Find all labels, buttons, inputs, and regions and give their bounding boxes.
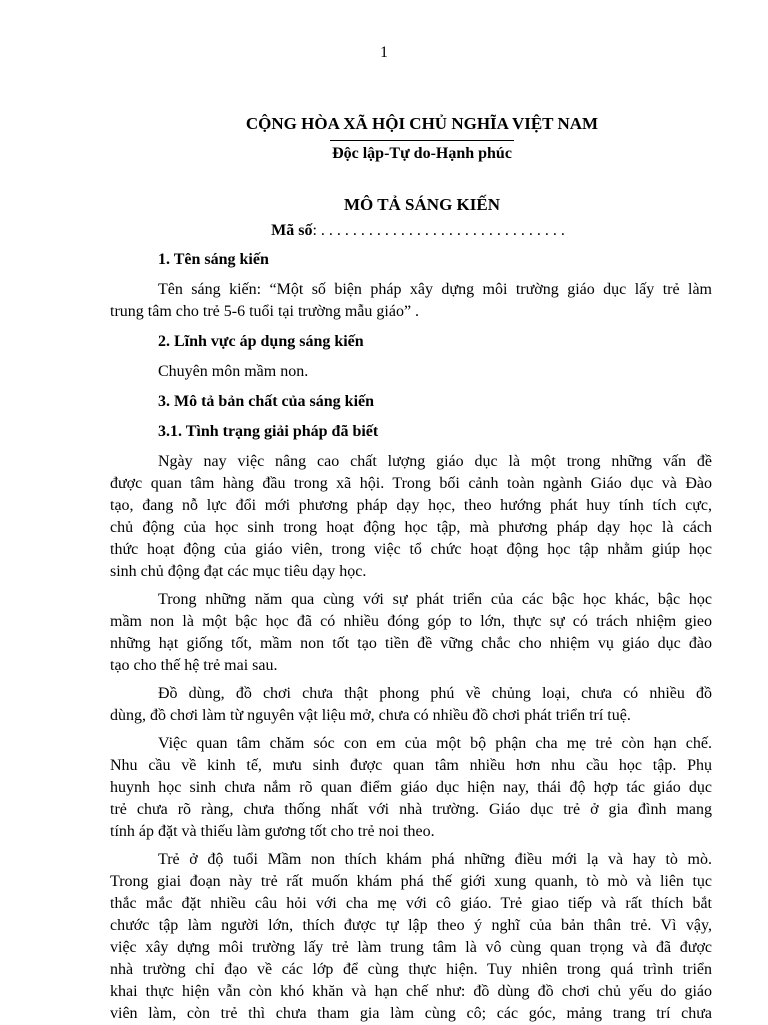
paragraph-line: chủ động của học sinh trong hoạt động học tập, mà phương pháp dạy học là cách [110,519,712,536]
paragraph-line: Trong giai đoạn này trẻ rất muốn khám phá thế giới xung quanh, tò mò và liên tục [110,873,712,890]
paragraph-line: thắc mắc đặt nhiều câu hỏi với cha mẹ với cô giáo. Trẻ giao tiếp và rất thích bắt [110,895,712,912]
code-label: Mã số [271,222,313,239]
section-1-paragraph [110,279,712,323]
paragraph-4 [110,733,712,843]
paragraph-line: chước tập làm người lớn, thích được tự lập theo ý nghĩ của bản thân trẻ. Vì vậy, [110,917,712,934]
section-2-heading: 2. Lĩnh vực áp dụng sáng kiến [158,333,364,350]
paragraph-line: sinh chủ động đạt các mục tiêu dạy học. [110,563,367,580]
paragraph-line: Đồ dùng, đồ chơi chưa thật phong phú về chủng loại, chưa có nhiều đồ [158,685,712,702]
paragraph-line: dùng, đồ chơi làm từ nguyên vật liệu mở, chưa có nhiều đồ chơi phát triển trí tuệ. [110,707,631,724]
paragraph-line: thức hoạt động của giáo viên, trong việc tổ chức hoạt động học tập nhằm giúp học [110,541,712,558]
paragraph-line: Trẻ ở độ tuổi Mầm non thích khám phá những điều mới lạ và hay tò mò. [158,851,712,868]
paragraph-line: việc xây dựng môi trường lấy trẻ làm trung tâm là vô cùng quan trọng và đã được [110,939,712,956]
paragraph-line: khai thực hiện vẫn còn khó khăn và hạn chế như: đồ dùng đồ chơi chủ yếu do giáo [110,983,712,1000]
paragraph-line: Nhu cầu về kinh tế, mưu sinh được quan tâm nhiều hơn nhu cầu học tập. Phụ [110,757,712,774]
section-3-1-heading: 3.1. Tình trạng giải pháp đã biết [158,423,379,440]
document-body [110,112,712,1025]
section-3-heading: 3. Mô tả bản chất của sáng kiến [158,393,375,410]
motto: Độc lập-Tự do-Hạnh phúc [330,140,514,164]
section-2-text: Chuyên môn mầm non. [158,363,309,380]
paragraph-line: tính áp đặt và thiếu làm gương tốt cho trẻ noi theo. [110,823,435,840]
document-title: MÔ TẢ SÁNG KIẾN [343,195,500,214]
paragraph-line: mầm non là một bậc học đã có nhiều đóng góp to lớn, thực sự có trách nhiệm gieo [110,613,712,630]
code-line [110,219,712,243]
paragraph-2 [110,589,712,677]
national-title: CỘNG HÒA XÃ HỘI CHỦ NGHĨA VIỆT NAM [245,114,599,133]
section-1-heading: 1. Tên sáng kiến [158,251,269,268]
paragraph-line: nhà trường chỉ đạo về các lớp để cùng thực hiện. Tuy nhiên trong quá trình triển [110,961,712,978]
motto-wrapper [110,140,712,165]
paragraph-line: tạo, đang nỗ lực đổi mới phương pháp dạy học, theo hướng phát huy tính tích cực, [110,497,712,514]
paragraph-line: Tên sáng kiến: “Một số biện pháp xây dựng môi trường giáo dục lấy trẻ làm [158,281,712,298]
paragraph-3 [110,683,712,727]
paragraph-line: những hạt giống tốt, mầm non tốt tạo tiền đề vững chắc cho nhiệm vụ giáo dục đào [110,635,712,652]
paragraph-line: tạo cho thế hệ trẻ mai sau. [110,657,278,674]
paragraph-line: trẻ chưa rõ ràng, chưa thống nhất với nhà trường. Giáo dục trẻ ở gia đình mang [110,801,712,818]
paragraph-5 [110,849,712,1025]
paragraph-1 [110,451,712,583]
paragraph-line: Trong những năm qua cùng với sự phát triển của các bậc học khác, bậc học [158,591,712,608]
paragraph-line: được quan tâm hàng đầu trong xã hội. Trong bối cảnh toàn ngành Giáo dục và Đào [110,475,712,492]
paragraph-line: Ngày nay việc nâng cao chất lượng giáo dục là một trong những vấn đề [158,453,712,470]
code-value: : . . . . . . . . . . . . . . . . . . . . . . . . . . . . . . . [312,222,565,239]
paragraph-line: huynh học sinh chưa nắm rõ quan điểm giáo dục hiện nay, thái độ hợp tác giáo dục [110,779,712,796]
paragraph-line: viên làm, còn trẻ thì chưa tham gia làm cùng cô; các góc, mảng trang trí chưa [110,1005,712,1022]
paragraph-line: Việc quan tâm chăm sóc con em của một bộ phận cha mẹ trẻ còn hạn chế. [158,735,712,752]
page-number: 1 [380,44,388,61]
paragraph-line: trung tâm cho trẻ 5-6 tuổi tại trường mẫu giáo” . [110,303,420,320]
